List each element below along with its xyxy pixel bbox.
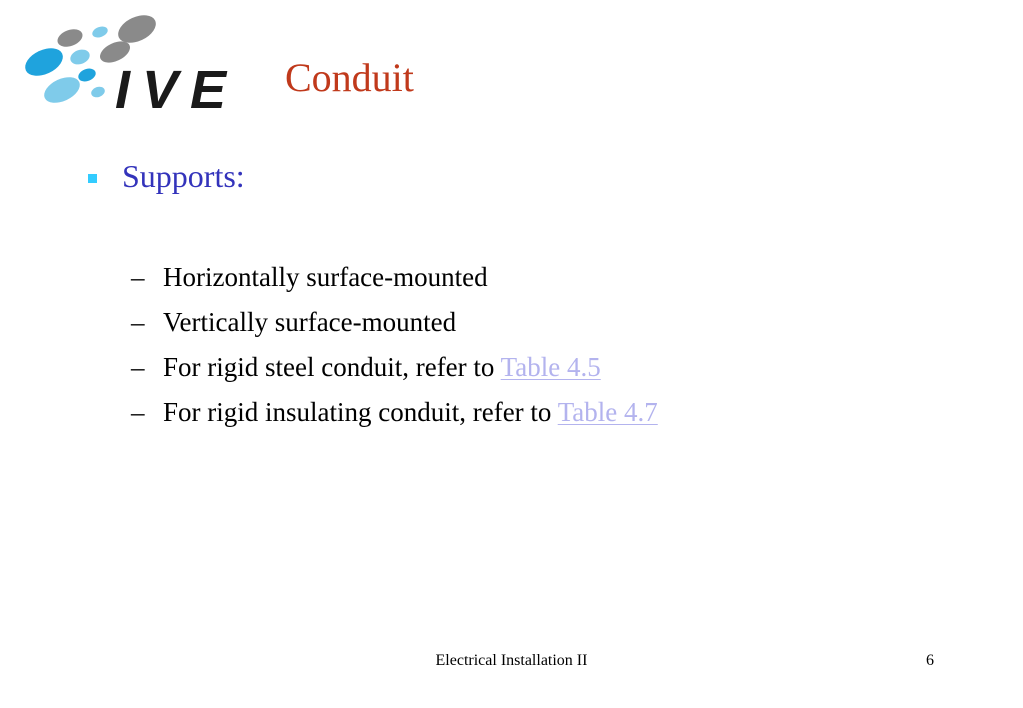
sub-item-vertical — [131, 308, 658, 353]
footer — [0, 652, 1023, 670]
logo-dot — [91, 25, 109, 40]
dash-marker: – — [131, 397, 145, 427]
table-4-5-link[interactable]: Table 4.5 — [500, 352, 601, 382]
table-4-7-link[interactable]: Table 4.7 — [557, 397, 658, 427]
sub-item-rigid-steel — [131, 353, 658, 398]
logo-dot — [76, 66, 97, 83]
ive-logo — [20, 12, 255, 114]
logo-text: IVE — [115, 60, 239, 114]
logo-dot — [55, 26, 85, 50]
dash-marker: – — [131, 352, 145, 382]
slide-title: Conduit — [285, 55, 414, 100]
logo-dot — [21, 43, 67, 82]
footer-text: Electrical Installation II — [435, 652, 588, 669]
main-bullet-text: Supports: — [122, 158, 245, 194]
sub-item-horizontal — [131, 263, 658, 308]
logo-dot — [68, 47, 92, 67]
dash-marker: – — [131, 262, 145, 292]
logo-dot — [90, 85, 107, 99]
sub-item-text: For rigid steel conduit, refer to — [163, 352, 501, 382]
sub-list — [131, 263, 658, 443]
main-bullet — [88, 160, 245, 192]
page-number: 6 — [926, 652, 934, 669]
square-bullet-icon — [88, 174, 97, 183]
sub-item-text: For rigid insulating conduit, refer to — [163, 397, 558, 427]
dash-marker: – — [131, 307, 145, 337]
sub-item-text: Horizontally surface-mounted — [163, 262, 488, 292]
logo-dot — [40, 72, 84, 108]
sub-item-rigid-insulating — [131, 398, 658, 443]
sub-item-text: Vertically surface-mounted — [163, 307, 457, 337]
